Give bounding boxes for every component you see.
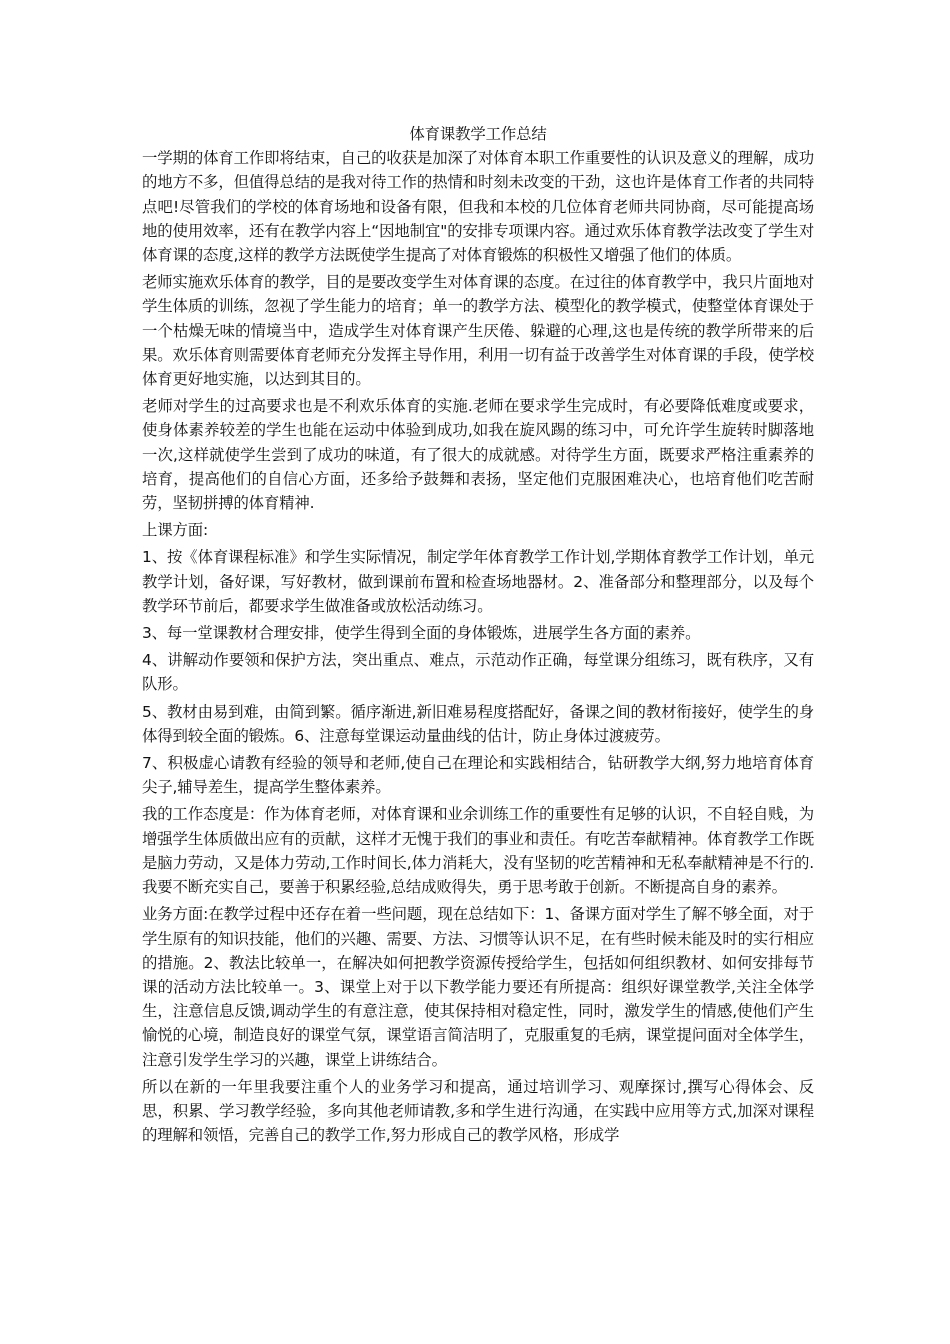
paragraph-requirements: 老师对学生的过高要求也是不利欢乐体育的实施.老师在要求学生完成时，有必要降低难度或要求，使身体素养较差的学生也能在运动中体验到成功,如我在旋风踢的练习中，可允许学生旋转时脚落地一次,这样就使学生尝到了成功的味道，有了很大的成就感。对待学生方面，既要求严格注重素养的培育，提高他们的自信心方面，还多给予鼓舞和表扬，坚定他们克服困难决心，也培育他们吃苦耐劳，坚韧拼搏的体育精神.	[142, 397, 814, 513]
paragraph-item-5-6: 5、教材由易到难，由简到繁。循序渐进,新旧难易程度搭配好，备课之间的教材衔接好，使学生的身体得到较全面的锻炼。6、注意每堂课运动量曲线的估计，防止身体过渡疲劳。	[142, 702, 814, 745]
paragraph-intro: 一学期的体育工作即将结束，自己的收获是加深了对体育本职工作重要性的认识及意义的理解，成功的地方不多，但值得总结的是我对待工作的热情和时刻未改变的干劲，这也许是体育工作者的共同特点吧!尽管我们的学校的体育场地和设备有限，但我和本校的几位体育老师共同协商，尽可能提高场地的使用效率，还有在教学内容上“因地制宜"的安排专项课内容。通过欢乐体育教学法改变了学生对体育课的态度,这样的教学方法既使学生提高了对体育锻炼的积极性又增强了他们的体质。	[142, 149, 814, 265]
paragraph-item-4: 4、讲解动作要领和保护方法，突出重点、难点，示范动作正确，每堂课分组练习，既有秩序，又有队形。	[142, 651, 814, 694]
document-body	[142, 122, 814, 1150]
paragraph-item-3: 3、每一堂课教材合理安排，使学生得到全面的身体锻炼，进展学生各方面的素养。	[142, 624, 701, 643]
paragraph-new-year: 所以在新的一年里我要注重个人的业务学习和提高，通过培训学习、观摩探讨,撰写心得体会、反思，积累、学习教学经验，多向其他老师请教,多和学生进行沟通，在实践中应用等方式,加深对课程的理解和领悟，完善自己的教学工作,努力形成自己的教学风格，形成学	[142, 1077, 814, 1145]
paragraph-happy-sports: 老师实施欢乐体育的教学，目的是要改变学生对体育课的态度。在过往的体育教学中，我只片面地对学生体质的训练，忽视了学生能力的培育；单一的教学方法、模型化的教学模式，使整堂体育课处于一个枯燥无味的情境当中，造成学生对体育课产生厌倦、躲避的心理,这也是传统的教学所带来的后果。欢乐体育则需要体育老师充分发挥主导作用，利用一切有益于改善学生对体育课的手段，使学校体育更好地实施，以达到其目的。	[142, 273, 814, 389]
paragraph-business: 业务方面:在教学过程中还存在着一些问题，现在总结如下：1、备课方面对学生了解不够全面，对于学生原有的知识技能，他们的兴趣、需要、方法、习惯等认识不足，在有些时候未能及时的实行相应的措施。2、教法比较单一，在解决如何把教学资源传授给学生，包括如何组织教材、如何安排每节课的活动方法比较单一。3、课堂上对于以下教学能力要还有所提高：组织好课堂教学,关注全体学生，注意信息反馈,调动学生的有意注意，使其保持相对稳定性，同时，激发学生的情感,使他们产生愉悦的心境，制造良好的课堂气氛，课堂语言简洁明了，克服重复的毛病，课堂提问面对全体学生，注意引发学生学习的兴趣，课堂上讲练结合。	[142, 905, 814, 1069]
paragraph-item-7: 7、积极虚心请教有经验的领导和老师,使自己在理论和实践相结合，钻研教学大纲,努力地培育体育尖子,辅导差生，提高学生整体素养。	[142, 754, 814, 797]
paragraph-work-attitude: 我的工作态度是：作为体育老师，对体育课和业余训练工作的重要性有足够的认识，不自轻自贱，为增强学生体质做出应有的贡献，这样才无愧于我们的事业和责任。有吃苦奉献精神。体育教学工作既是脑力劳动，又是体力劳动,工作时间长,体力消耗大，没有坚韧的吃苦精神和无私奉献精神是不行的.我要不断充实自己，要善于积累经验,总结成败得失，勇于思考敢于创新。不断提高自身的素养。	[142, 805, 814, 897]
document-title: 体育课教学工作总结	[409, 125, 547, 143]
paragraph-item-1-2: 1、按《体育课程标准》和学生实际情况，制定学年体育教学工作计划,学期体育教学工作计划，单元教学计划，备好课，写好教材，做到课前布置和检查场地器材。2、准备部分和整理部分，以及每个教学环节前后，都要求学生做准备或放松活动练习。	[142, 548, 814, 615]
paragraph-class-heading: 上课方面:	[142, 521, 208, 540]
